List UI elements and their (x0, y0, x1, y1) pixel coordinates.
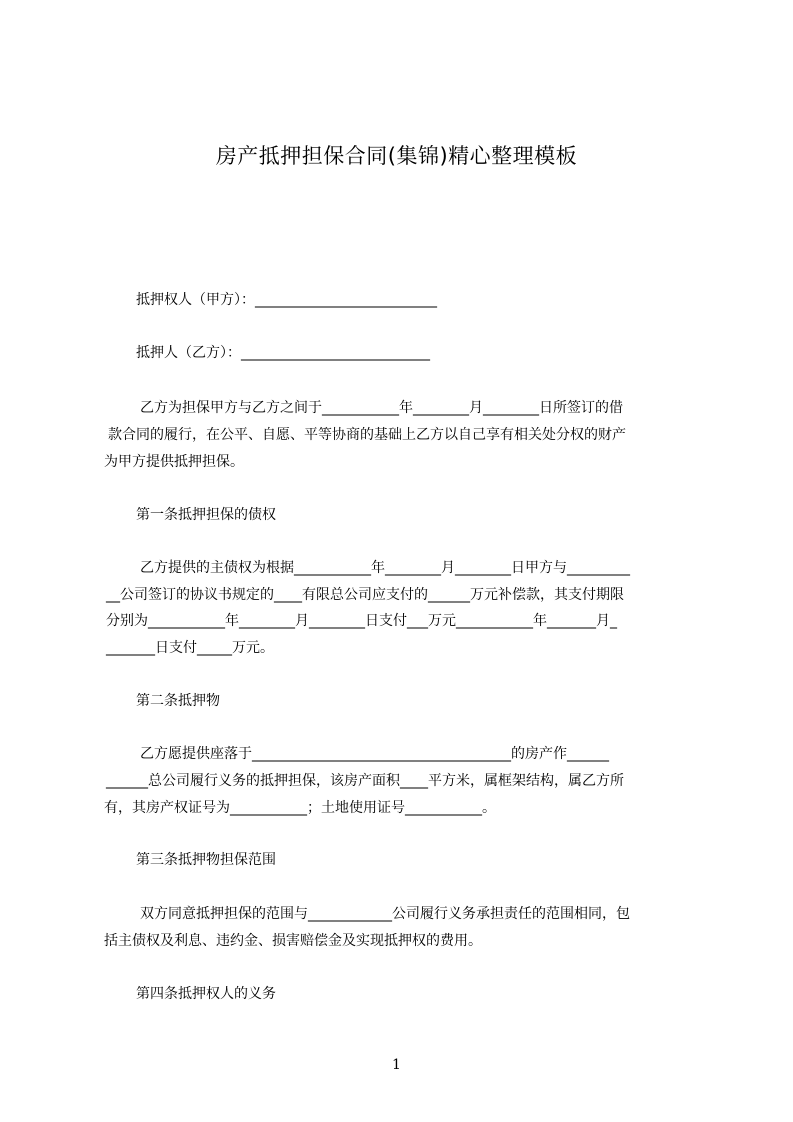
preamble-line-3: 为甲方提供抵押担保。 (104, 454, 244, 470)
article-2-line-3: 有，其房产权证号为___________；土地使用证号___________。 (104, 800, 496, 816)
article-1-line-4: _______日支付_____万元。 (106, 640, 274, 656)
article-1-line-2: __公司签订的协议书规定的____有限总公司应支付的______万元补偿款，其支付期限 (106, 587, 624, 603)
preamble-line-2: 款合同的履行，在公平、自愿、平等协商的基础上乙方以自己享有相关处分权的财产 (108, 427, 626, 443)
mortgagee-line: 抵押权人（甲方）：__________________________ (136, 292, 437, 308)
article-4-heading: 第四条抵押权人的义务 (136, 986, 276, 1002)
article-1-line-3: 分别为___________年________月________日支付___万元___________年_______月_ (106, 613, 617, 629)
article-1-heading: 第一条抵押担保的债权 (136, 507, 276, 523)
article-2-line-2: ______总公司履行义务的抵押担保，该房产面积____平方米，属框架结构，属乙方所 (106, 773, 624, 789)
document-title: 房产抵押担保合同(集锦)精心整理模板 (215, 144, 578, 168)
article-3-line-1: 双方同意抵押担保的范围与____________公司履行义务承担责任的范围相同，包 (140, 906, 630, 922)
article-3-line-2: 括主债权及利息、违约金、损害赔偿金及实现抵押权的费用。 (104, 933, 482, 949)
preamble-line-1: 乙方为担保甲方与乙方之间于___________年________月________日所签订的借 (140, 400, 623, 416)
article-1-line-1: 乙方提供的主债权为根据___________年________月________日甲方与_________ (140, 560, 630, 576)
article-3-heading: 第三条抵押物担保范围 (136, 852, 276, 868)
article-2-line-1: 乙方愿提供座落于_____________________________________的房产作______ (140, 746, 609, 762)
mortgagor-line: 抵押人（乙方）：___________________________ (136, 345, 430, 361)
page-number: 1 (392, 1057, 401, 1073)
article-2-heading: 第二条抵押物 (136, 693, 220, 709)
